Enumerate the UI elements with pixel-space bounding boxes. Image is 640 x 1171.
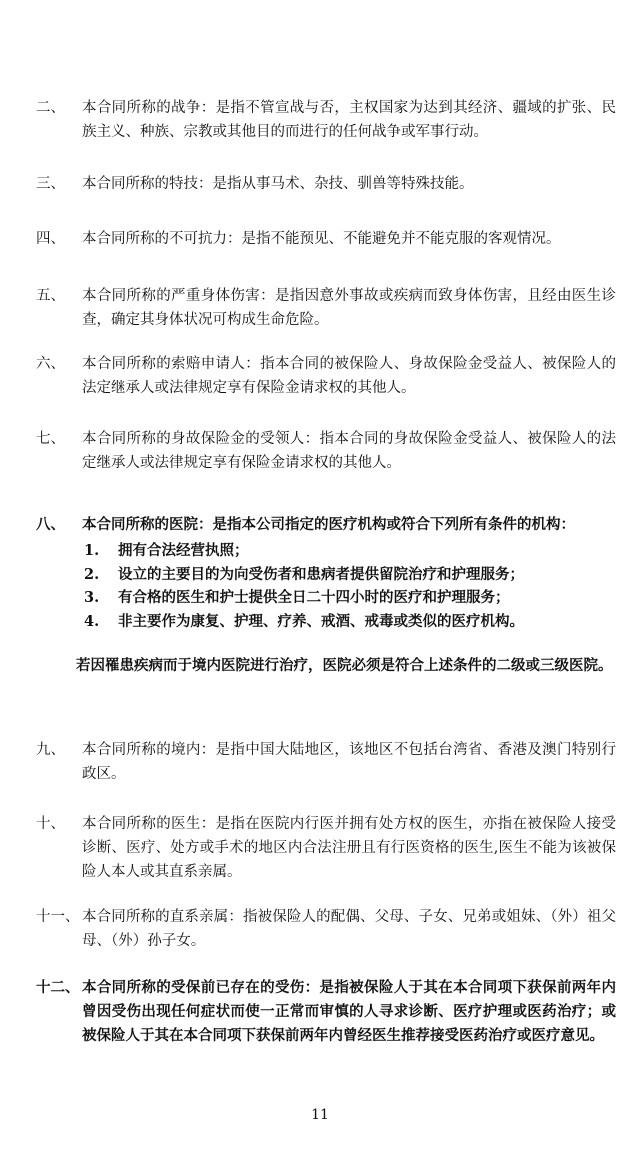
clause-number: 十、 (36, 816, 65, 832)
clause-text: 本合同所称的身故保险金的受领人：指本合同的身故保险金受益人、被保险人的法定继承人或法律规定享有保险金请求权的其他人。 (82, 431, 616, 471)
clause-7 (36, 427, 616, 475)
page-number: 11 (311, 1107, 329, 1123)
clause-number: 七、 (36, 431, 65, 447)
clause-5 (36, 284, 616, 332)
hospital-note: 若因罹患疾病而于境内医院进行治疗，医院必须是符合上述条件的二级或三级医院。 (76, 657, 613, 674)
clause-number: 四、 (36, 231, 65, 247)
clause-text: 本合同所称的受保前已存在的受伤：是指被保险人于其在本合同项下获保前两年内曾因受伤出现任何症状而使一正常而审慎的人寻求诊断、医疗护理或医药治疗；或被保险人于其在本合同项下获保前两年内曾经医生推荐接受医药治疗或医疗意见。 (82, 979, 616, 1044)
clause-text: 本合同所称的医生：是指在医院内行医并拥有处方权的医生，亦指在被保险人接受诊断、医疗、处方或手术的地区内合法注册且有行医资格的医生,医生不能为该被保险人本人或其直系亲属。 (82, 816, 616, 880)
list-item (84, 610, 604, 634)
list-item-number: 3. (84, 589, 100, 606)
clause-text: 本合同所称的医院：是指本公司指定的医疗机构或符合下列所有条件的机构： (82, 516, 575, 533)
clause-number: 五、 (36, 288, 65, 304)
clause-text: 本合同所称的索赔申请人：指本合同的被保险人、身故保险金受益人、被保险人的法定继承人或法律规定享有保险金请求权的其他人。 (82, 356, 616, 396)
list-item (84, 563, 604, 587)
clause-11 (36, 905, 616, 953)
clause-6 (36, 352, 616, 400)
clause-9 (36, 738, 616, 786)
clause-number: 二、 (36, 100, 65, 116)
clause-text: 本合同所称的境内：是指中国大陆地区，该地区不包括台湾省、香港及澳门特别行政区。 (82, 742, 616, 782)
clause-number: 十二、 (36, 979, 80, 996)
list-item-number: 1. (84, 542, 100, 559)
list-item (84, 586, 604, 610)
clause-text: 本合同所称的直系亲属：指被保险人的配偶、父母、子女、兄弟或姐妹、（外）祖父母、（外）孙子女。 (82, 909, 616, 949)
clause-text: 本合同所称的严重身体伤害：是指因意外事故或疾病而致身体伤害，且经由医生诊查，确定其身体状况可构成生命危险。 (82, 288, 616, 328)
clause-2 (36, 96, 616, 144)
clause-number: 十一、 (36, 909, 80, 925)
clause-8 (36, 513, 616, 537)
list-item-number: 4. (84, 612, 100, 630)
list-item-text: 设立的主要目的为向受伤者和患病者提供留院治疗和护理服务； (118, 565, 524, 583)
list-item-text: 非主要作为康复、护理、疗养、戒酒、戒毒或类似的医疗机构。 (118, 612, 524, 630)
clause-text: 本合同所称的战争：是指不管宣战与否，主权国家为达到其经济、疆域的扩张、民族主义、种族、宗教或其他目的而进行的任何战争或军事行动。 (82, 100, 616, 140)
clause-3 (36, 172, 616, 196)
clause-12 (36, 976, 616, 1048)
clause-number: 六、 (36, 356, 65, 372)
clause-4 (36, 227, 616, 251)
list-item-text: 拥有合法经营执照； (118, 542, 249, 559)
clause-10 (36, 812, 616, 884)
clause-text: 本合同所称的特技：是指从事马术、杂技、驯兽等特殊技能。 (82, 176, 474, 192)
clause-text: 本合同所称的不可抗力：是指不能预见、不能避免并不能克服的客观情况。 (82, 231, 561, 247)
clause-number: 三、 (36, 176, 65, 192)
clause-number: 九、 (36, 742, 65, 758)
clause-number: 八、 (36, 516, 65, 533)
list-item (84, 539, 604, 563)
hospital-conditions-list (84, 539, 604, 633)
list-item-text: 有合格的医生和护士提供全日二十四小时的医疗和护理服务； (118, 589, 510, 606)
list-item-number: 2. (84, 565, 100, 583)
